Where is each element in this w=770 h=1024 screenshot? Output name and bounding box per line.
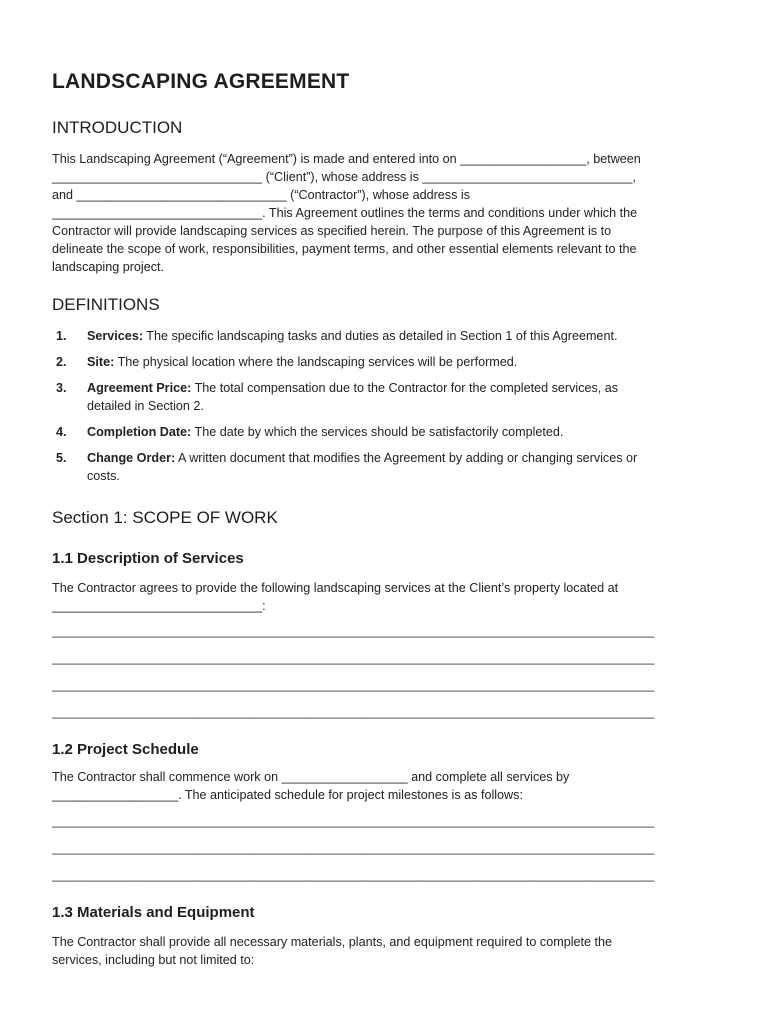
introduction-line: landscaping project. bbox=[52, 260, 165, 274]
definition-text: The total compensation due to the Contractor for the completed services, as bbox=[194, 381, 619, 395]
introduction-paragraph bbox=[52, 150, 722, 276]
definition-number: 5. bbox=[56, 451, 67, 465]
introduction-line: Contractor will provide landscaping services as specified herein. The purpose of this Agreement is to bbox=[52, 224, 612, 238]
introduction-line: This Landscaping Agreement (“Agreement”) is made and entered into on __________________, between bbox=[52, 152, 641, 166]
subsection-1-3-paragraph bbox=[52, 933, 722, 969]
paragraph-line: ______________________________: bbox=[52, 599, 266, 613]
definition-text: costs. bbox=[87, 469, 120, 483]
fill-in-line: ______________________________________________________________________________________ bbox=[52, 624, 655, 638]
section1-heading: Section 1: SCOPE OF WORK bbox=[52, 508, 278, 527]
definition-item bbox=[52, 449, 722, 485]
introduction-heading: INTRODUCTION bbox=[52, 118, 183, 137]
definition-item bbox=[52, 379, 722, 415]
paragraph-line: The Contractor shall commence work on __________________ and complete all services by bbox=[52, 770, 570, 784]
fill-in-line: ______________________________________________________________________________________ bbox=[52, 705, 655, 719]
fill-in-line: ______________________________________________________________________________________ bbox=[52, 841, 655, 855]
fill-in-line: ______________________________________________________________________________________ bbox=[52, 814, 655, 828]
definition-item bbox=[52, 423, 722, 441]
definition-text: The physical location where the landscaping services will be performed. bbox=[117, 355, 518, 369]
definition-number: 1. bbox=[56, 329, 67, 343]
definition-text: The date by which the services should be satisfactorily completed. bbox=[194, 425, 564, 439]
subsection-1-3-heading: 1.3 Materials and Equipment bbox=[52, 904, 255, 921]
definition-item bbox=[52, 353, 722, 371]
subsection-1-2-heading: 1.2 Project Schedule bbox=[52, 741, 199, 758]
definition-term: Services: bbox=[87, 329, 144, 343]
definition-text: The specific landscaping tasks and duties as detailed in Section 1 of this Agreement. bbox=[146, 329, 618, 343]
fill-in-line: ______________________________________________________________________________________ bbox=[52, 868, 655, 882]
fill-in-line: ______________________________________________________________________________________ bbox=[52, 651, 655, 665]
introduction-line: ______________________________. This Agreement outlines the terms and conditions under which the bbox=[52, 206, 638, 220]
paragraph-line: The Contractor shall provide all necessary materials, plants, and equipment required to complete the bbox=[52, 935, 613, 949]
definition-term: Site: bbox=[87, 355, 115, 369]
subsection-1-1-paragraph bbox=[52, 579, 722, 615]
paragraph-line: __________________. The anticipated schedule for project milestones is as follows: bbox=[52, 788, 523, 802]
subsection-1-1-heading: 1.1 Description of Services bbox=[52, 550, 244, 567]
definition-term: Completion Date: bbox=[87, 425, 192, 439]
definition-term: Agreement Price: bbox=[87, 381, 192, 395]
fill-in-line: ______________________________________________________________________________________ bbox=[52, 678, 655, 692]
definitions-heading: DEFINITIONS bbox=[52, 295, 160, 314]
definition-text: A written document that modifies the Agreement by adding or changing services or bbox=[177, 451, 638, 465]
subsection-1-2-paragraph bbox=[52, 768, 722, 804]
introduction-line: delineate the scope of work, responsibilities, payment terms, and other essential elements relevant to the bbox=[52, 242, 637, 256]
paragraph-line: services, including but not limited to: bbox=[52, 953, 255, 967]
definition-term: Change Order: bbox=[87, 451, 176, 465]
definitions-list bbox=[52, 327, 722, 493]
paragraph-line: The Contractor agrees to provide the following landscaping services at the Client’s property located at bbox=[52, 581, 619, 595]
definition-item bbox=[52, 327, 722, 345]
document-title: LANDSCAPING AGREEMENT bbox=[52, 70, 350, 93]
introduction-line: ______________________________ (“Client”), whose address is ______________________________, bbox=[52, 170, 637, 184]
definition-number: 2. bbox=[56, 355, 67, 369]
introduction-line: and ______________________________ (“Contractor”), whose address is bbox=[52, 188, 470, 202]
definition-number: 3. bbox=[56, 381, 67, 395]
definition-number: 4. bbox=[56, 425, 67, 439]
definition-text: detailed in Section 2. bbox=[87, 399, 204, 413]
